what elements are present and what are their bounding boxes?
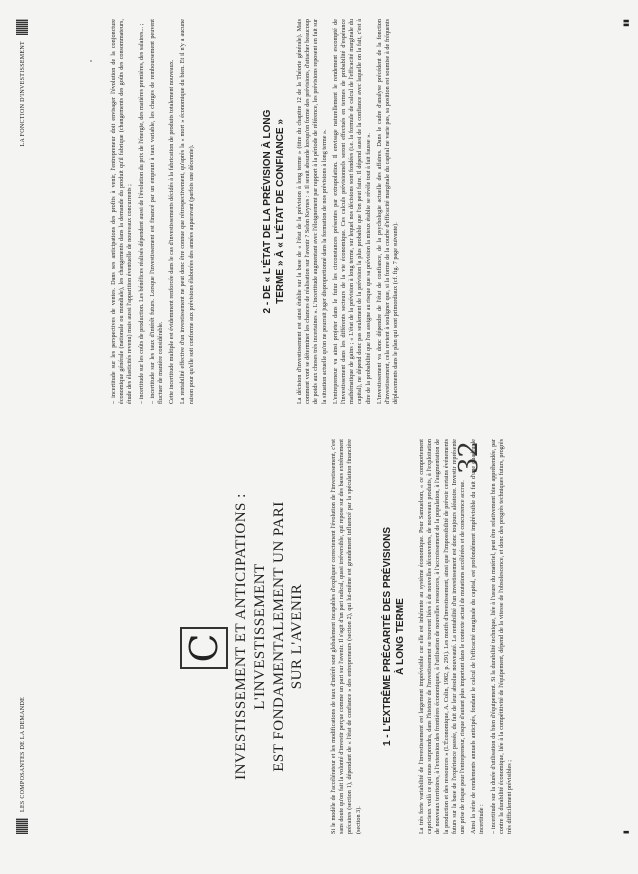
section-title-line: TERME » À « L'ÉTAT DE CONFIANCE » (274, 119, 286, 304)
right-page-body (110, 19, 199, 404)
section-2-body (296, 19, 403, 404)
handwritten-page-number: 32 (454, 440, 484, 474)
left-page (0, 439, 638, 834)
section-1-title (382, 439, 407, 834)
body-paragraph: L'entrepreneur va ainsi projeter dans le futur les circonstances présentes par extrapolation. Il envisage naturellement le rendement escompté de l'investissement dans les différents secteurs de la vie économique. Ces calculs prévisionnels seront effectués en termes de probabilité d'espérance mathématique de gains ; « L'état de la prévision à long terme, sur lequel nos décisions sont fondées (i.e. la formule de calcul de l'efficacité marginale du capital), ne dépend donc pas seulement de la prévision la plus probable que l'on peut faire. Il dépend aussi de la confiance avec laquelle on la fait, c'est à dire de la probabilité que l'on assigne au risque que sa prévision la mieux établie se révèle tout à fait fausse ». (331, 19, 372, 404)
drop-cap-letter: C (180, 627, 228, 669)
body-paragraph: La rentabilité effective d'un investissement ne peut donc être connue que rétrospectivement, qu'après la « mort » économique du bien. Et il n'y a aucune raison pour qu'elle soit conforme aux prévisions élaborées des années auparavant (parfois une décennie). (179, 19, 195, 404)
left-running-header: LES COMPOSANTES DE LA DEMANDE (20, 696, 26, 812)
page-corner-marker-icon (16, 19, 28, 35)
section-1-body (418, 439, 517, 834)
section-2-title (262, 19, 287, 404)
right-page (0, 19, 638, 404)
chapter-intro (330, 439, 366, 834)
right-running-header: LA FONCTION D'INVESTISSEMENT (20, 41, 26, 147)
chapter-title-line: SUR L'AVENIR (289, 583, 306, 690)
body-paragraph: Cette incertitude multiple est évidemment renforcée dans le cas d'investissements décidés à la fabrication de produits totalement nouveaux. (168, 59, 176, 404)
chapter-title-line: L'INVESTISSEMENT (251, 563, 268, 710)
body-paragraph: L'investissement va donc dépendre de l'état de confiance, de la psychologie actuelle des affaires. Dans le cadre d'analyse précédent de la fonction d'investissement, cela revient à souligner que, si la forme de la courbe d'efficacité marginale du capital ne varie pas, sa position est soumise à de fréquents déplacements dans le plan qui sont primordiaux (cf. fig. 7 page suivante). (375, 19, 400, 404)
intro-paragraph: Si le modèle de l'accélérateur et les modifications de taux d'intérêt sont globalement incapables d'expliquer correctement l'évolution de l'investissement, c'est sans doute qu'on fait la volonté d'investir perçue comme un pari sur l'avenir. Il s'agit d'un pari radical, quasi irréversible, qui repose sur des bases extrêmement précaires (section 1), dépendant de « l'état de confiance » des entrepreneurs (section 2), qui lui-même est grandement influencé par la spéculation financière (section 3). (330, 439, 362, 834)
bullet-paragraph: – incertitude sur la durée d'utilisation du bien d'équipement. Si la durabilité technique, liée à l'usure du matériel, peut être relativement bien appréhendée, par contre la durabilité économique, liée à la compétitivité de l'équipement, dépend de la vitesse de l'obsolescence, et donc des progrès techniques futurs, progrès très difficilement prévisibles ; (489, 439, 513, 834)
body-paragraph: Ainsi la série de rendements annuels anticipés, fondant le calcul de l'efficacité marginale du capital, est profondément imprévisible du fait d'une quadruple incertitude : (470, 439, 486, 834)
body-paragraph: La décision d'investissement est ainsi établie sur la base de « l'état de la prévision à long terme » (titre du chapitre 12 de la Théorie générale). Mais comment vont se déterminer les chances de réalisation sur l'avenir ? Selon Keynes : « Il serait absurde lorsqu'on forme des prévisions, d'attacher beaucoup de poids aux choses très incertaines ». L'incertitude augmentant avec l'éloignement par rapport à la période de référence, les prévisions reposent en fait sur la situation actuelle qu'on ne pourrait juger disproportionné dans la formation de nos prévisions à long terme ». (296, 19, 328, 404)
bullet-paragraph: – incertitude sur les perspectives de ventes. Dans ses anticipations des profits à venir, l'entrepreneur doit envisager l'évolution de la conjoncture économique générale (nationale ou mondiale), les changements dans la demande du produit qu'il fabrique (changements des goûts des consommateurs, étude des élasticités revenu) mais aussi l'apparition éventuelle de nouveaux concurrents ; (110, 19, 134, 404)
section-title-line: 1 - L'EXTRÊME PRÉCARITÉ DES PRÉVISIONS (382, 526, 393, 747)
section-title-line: À LONG TERME (394, 598, 406, 675)
chapter-title (232, 439, 307, 834)
page-edge-marker: ▮▮ (622, 19, 630, 27)
chapter-title-line: EST FONDAMENTALEMENT UN PARI (270, 501, 287, 772)
section-title-line: 2 - DE « L'ÉTAT DE LA PRÉVISION À LONG (262, 109, 273, 314)
chapter-title-line: INVESTISSEMENT ET ANTICIPATIONS : (233, 493, 249, 780)
body-paragraph: La très forte variabilité de l'investissement est largement imprévisible car elle est inhérente au système économique. Pour Samuelson, « ce comportement capricieux voilà ce qui nous surprendra, dans l'histoire de l'investissement se trouvent liées à de nouvelles découvertes, de nouveaux produits, à l'exploitation de nouveaux territoires, à l'extension des frontières économiques, à l'utilisation de nouvelles ressources, à l'accroissement de la population, à l'augmentation de la production et des ressources » (L'Économique, A. Colin, 1982, p. 291). Les motifs d'investissement, ainsi que l'impossibilité de prévoir certains événements futurs sur la base de l'expérience passée, du fait de leur absolue nouveauté. La rentabilité d'un investissement est donc toujours aléatoire. Investir représente une prise de risque pour l'entrepreneur, risque d'autant plus important dans le contexte actuel de mutations accélérées et de concurrence accrue. (418, 439, 466, 834)
bullet-paragraph: – incertitude sur les taux d'intérêt futurs. Lorsque l'investissement est financé par un emprunt à taux variable, les charges de remboursement peuvent fluctuer de manière considérable. (148, 19, 164, 404)
bullet-paragraph: – incertitude sur les coûts de production. Les bénéfices réalisés dépendent aussi de l'évolution du prix de l'énergie, des matières premières, des salaires... ; (137, 23, 145, 404)
page-edge-marker: ▮ (622, 830, 630, 834)
